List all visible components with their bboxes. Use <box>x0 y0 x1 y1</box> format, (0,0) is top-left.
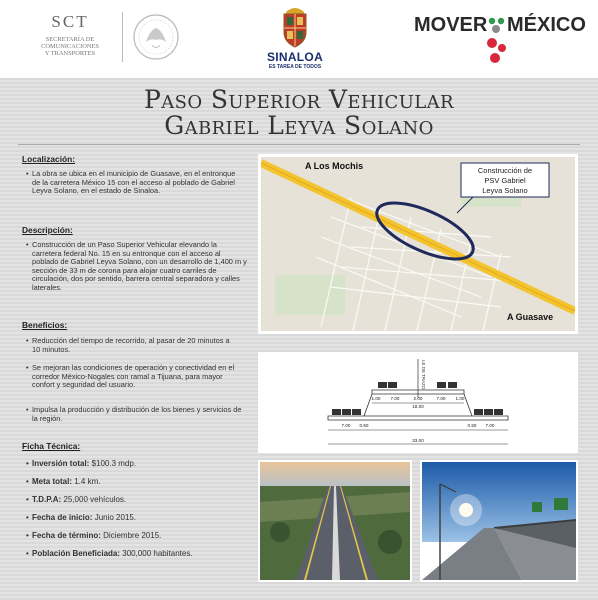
sct-line-2: COMUNICACIONES <box>41 43 99 51</box>
localizacion-heading: Localización: <box>22 154 76 164</box>
ficha-tecnica-heading: Ficha Técnica: <box>22 441 81 451</box>
ficha-poblacion: • Población Beneficiada: 300,000 habitantes. <box>26 549 193 558</box>
location-map <box>258 154 578 334</box>
sinaloa-shield-icon <box>280 4 310 48</box>
beneficios-heading: Beneficios: <box>22 320 68 330</box>
svg-text:7.00: 7.00 <box>485 423 495 428</box>
mover-mexico-logo <box>410 8 586 68</box>
content-panel <box>0 78 598 600</box>
page-header <box>0 0 598 78</box>
map-callout-line-2: PSV Gabriel <box>484 176 526 185</box>
title-line-2: Gabriel Leyva Solano <box>164 111 434 140</box>
bullet: • <box>26 240 29 249</box>
svg-text:7.00: 7.00 <box>390 396 400 401</box>
bullet: • <box>26 169 29 178</box>
svg-text:1.00: 1.00 <box>455 396 465 401</box>
mover-mexico-dots-icon <box>484 12 508 68</box>
localizacion-text: • La obra se ubica en el municipio de Guasave, en el entronque de la carretera México 15 con el acceso al poblado de Gabriel Leyva Solano, en el estado de Sinaloa. <box>26 169 236 196</box>
map-label-south: A Guasave <box>507 312 554 322</box>
beneficio-item-1: • Reducción del tiempo de recorrido, al pasar de 20 minutos a 10 minutos. <box>26 336 230 354</box>
axis-label: LE DE TRAZO <box>421 360 426 390</box>
bullet: • <box>26 363 29 372</box>
page-title <box>0 87 598 139</box>
bullet: • <box>26 336 29 345</box>
aerial-highway-photo <box>260 462 410 580</box>
section-drawing <box>260 354 576 451</box>
overpass-road-photo <box>422 462 576 580</box>
aerial-photo <box>258 460 412 582</box>
map-callout-line-3: Leyva Solano <box>482 186 528 195</box>
bridge-photo <box>420 460 578 582</box>
logo-divider <box>122 12 123 62</box>
mover-wordmark: MOVER <box>414 14 488 36</box>
svg-text:1.00: 1.00 <box>371 396 381 401</box>
sct-line-3: Y TRANSPORTES <box>44 50 96 58</box>
mexico-wordmark: MÉXICO <box>507 14 586 36</box>
ficha-fecha-inicio: • Fecha de inicio: Junio 2015. <box>26 513 137 522</box>
map-callout-line-1: Construcción de <box>477 166 533 175</box>
svg-text:0.50: 0.50 <box>359 423 369 428</box>
svg-text:7.00: 7.00 <box>436 396 446 401</box>
descripcion-heading: Descripción: <box>22 225 73 235</box>
sct-full-name <box>24 36 116 58</box>
cross-section-diagram <box>258 352 578 453</box>
svg-text:18.00: 18.00 <box>412 404 424 409</box>
ficha-fecha-termino: • Fecha de término: Diciembre 2015. <box>26 531 162 540</box>
title-divider <box>18 144 580 145</box>
svg-text:0.50: 0.50 <box>467 423 477 428</box>
title-line-1: Paso Superior Vehicular <box>144 85 454 114</box>
ficha-meta: • Meta total: 1.4 km. <box>26 477 101 486</box>
svg-text:2.00: 2.00 <box>413 396 423 401</box>
ficha-inversion: • Inversión total: $100.3 mdp. <box>26 459 137 468</box>
sct-logo <box>24 12 116 66</box>
sinaloa-tagline: ES TAREA DE TODOS <box>268 64 322 70</box>
sct-line-1: SECRETARÍA DE <box>45 36 95 43</box>
svg-text:7.00: 7.00 <box>341 423 351 428</box>
map-graphic <box>261 157 575 331</box>
svg-text:33.00: 33.00 <box>412 438 424 443</box>
map-label-north: A Los Mochis <box>305 161 364 171</box>
beneficio-item-3: • Impulsa la producción y distribución de los bienes y servicios de la región. <box>26 405 242 423</box>
sct-abbreviation: SCT <box>51 12 89 31</box>
descripcion-text: • Construcción de un Paso Superior Vehicular elevando la carretera federal No. 15 en su entronque con el acceso al poblado de Gabriel Leyva Solano, con un desarrollo de 1,400 m y sección de 33 m de corona para alojar cuatro carriles de circulación, dos por sentido, barrera central separadora y calles laterales. <box>26 240 247 292</box>
bullet: • <box>26 405 29 414</box>
beneficio-item-2: • Se mejoran las condiciones de operación y conectividad en el corredor México-Nogales con ramal a Tijuana, para mayor confort y seguridad del usuario. <box>26 363 235 390</box>
ficha-tdpa: • T.D.P.A: 25,000 vehículos. <box>26 495 127 504</box>
info-column <box>22 154 248 594</box>
mexican-eagle-seal-icon <box>132 12 180 62</box>
sinaloa-logo <box>258 4 332 74</box>
sinaloa-wordmark: SINALOA <box>266 50 324 64</box>
